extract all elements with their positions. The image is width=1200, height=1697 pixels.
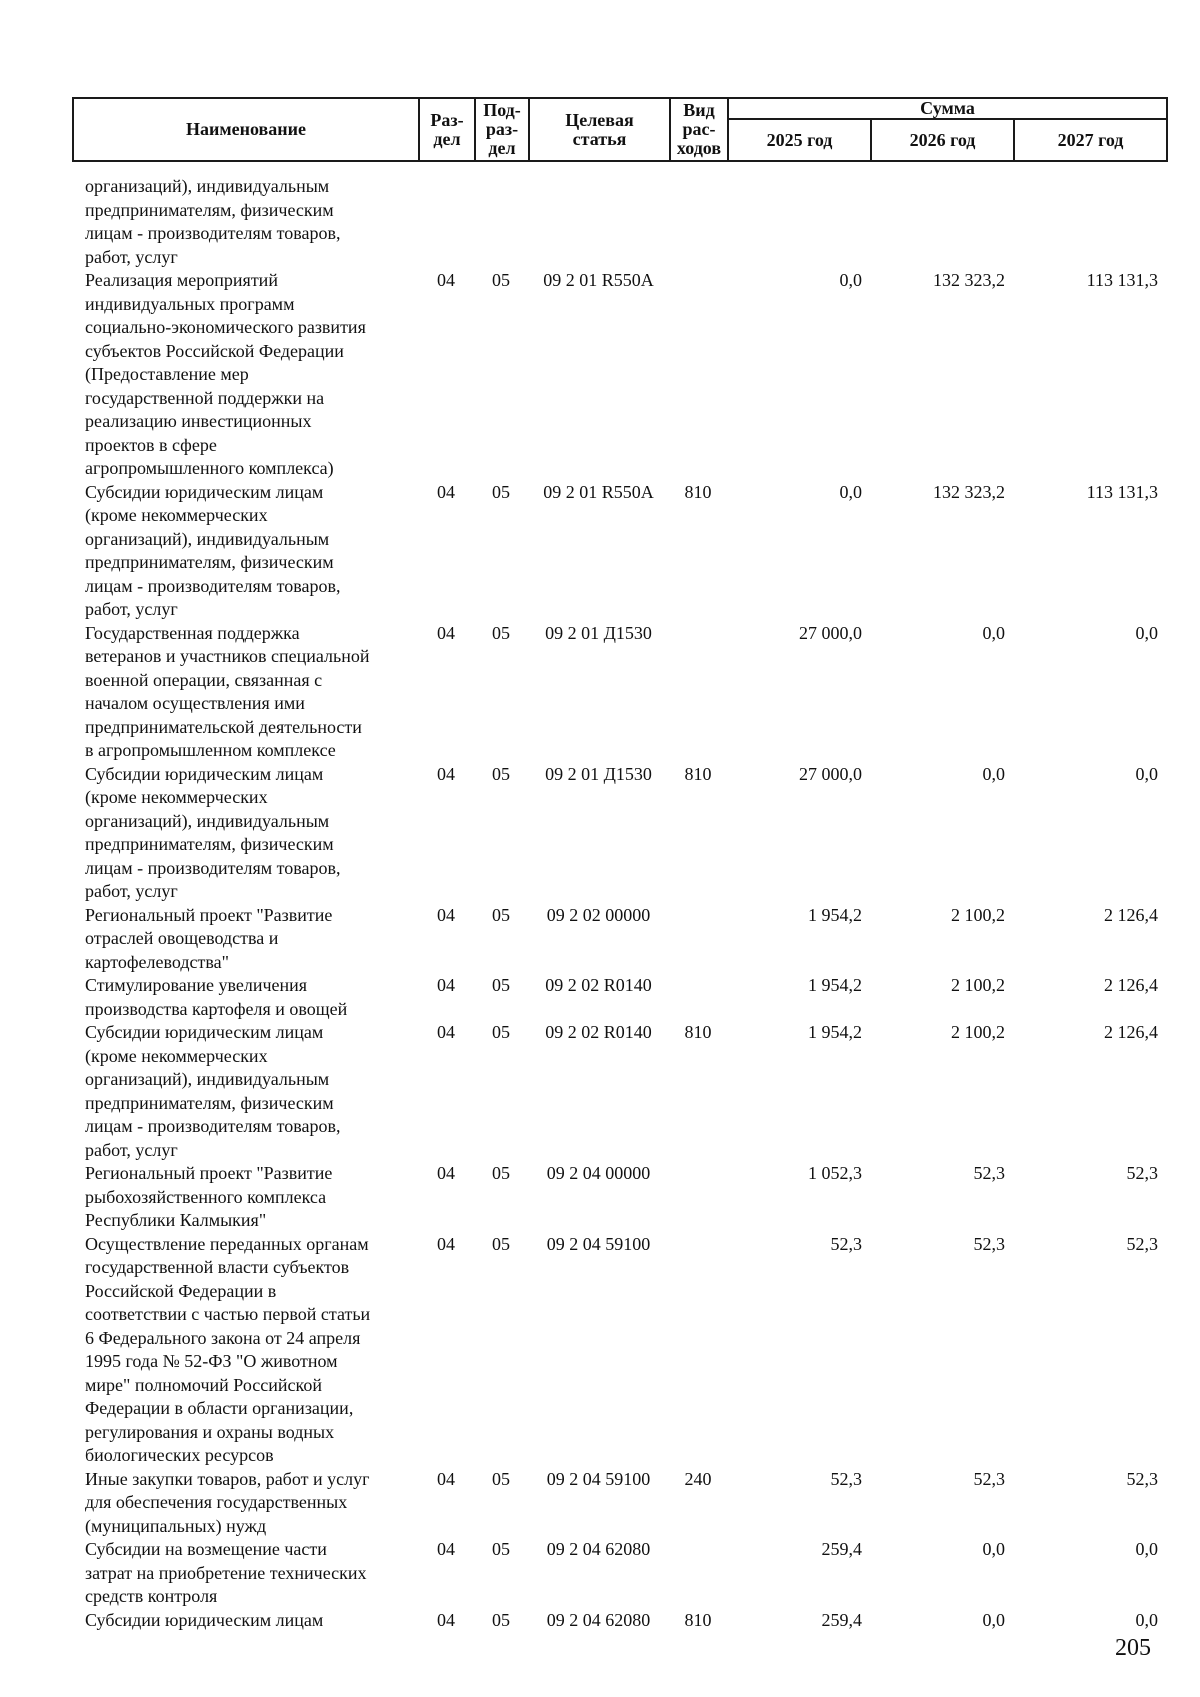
row-name-line: (муниципальных) нужд xyxy=(85,1515,267,1536)
row-target: 09 2 01 Д1530 xyxy=(545,622,652,643)
row-sum-2027: 2 126,4 xyxy=(1104,1022,1158,1042)
row-name-line: Субсидии на возмещение части xyxy=(85,1539,327,1559)
row-name-line: в агропромышленном комплексе xyxy=(85,740,336,760)
row-target: 09 2 04 62080 xyxy=(546,1609,651,1630)
row-name-line: работ, услуг xyxy=(85,246,178,267)
row-sum-2027: 52,3 xyxy=(1126,1233,1158,1254)
row-section: 04 xyxy=(437,763,455,784)
header-section: Раз- дел xyxy=(419,98,475,161)
row-target: 09 2 04 59100 xyxy=(546,1468,651,1489)
header-sum: Сумма xyxy=(728,98,1167,119)
row-sum-2025 xyxy=(727,175,870,269)
row-name-line: для обеспечения государственных xyxy=(85,1492,348,1512)
row-name-line: предпринимателям, физическим xyxy=(85,834,334,854)
row-sum-2026: 2 100,2 xyxy=(951,904,1005,925)
row-subsection: 05 xyxy=(492,1468,510,1489)
header-target: Целевая статья xyxy=(529,98,670,161)
row-sum-2026: 2 100,2 xyxy=(951,975,1005,995)
row-sum-2027: 0,0 xyxy=(1135,763,1158,784)
row-target: 09 2 04 62080 xyxy=(546,1539,651,1559)
row-subsection: 05 xyxy=(492,1233,510,1254)
table-row xyxy=(72,974,1166,1021)
row-expense xyxy=(669,1538,727,1609)
row-name-line: организаций), индивидуальным xyxy=(85,1069,330,1089)
table-row xyxy=(72,1162,1166,1233)
row-sum-2026: 0,0 xyxy=(982,1609,1005,1630)
row-name-line: мире" полномочий Российской xyxy=(85,1374,322,1395)
row-sum-2025: 27 000,0 xyxy=(799,763,862,784)
row-name-line: Стимулирование увеличения xyxy=(85,975,308,995)
row-subsection: 05 xyxy=(492,1022,510,1042)
row-name-line: картофелеводства" xyxy=(85,951,229,972)
row-name-line: государственной власти субъектов xyxy=(85,1257,350,1277)
row-sum-2025: 52,3 xyxy=(830,1233,862,1254)
row-name-line: лицам - производителям товаров, xyxy=(85,223,341,243)
row-name-line: Реализация мероприятий xyxy=(85,270,278,290)
row-name xyxy=(72,1609,418,1633)
row-name-line: государственной поддержки на xyxy=(85,387,325,408)
header-year-2027: 2027 год xyxy=(1014,119,1167,161)
row-name xyxy=(72,974,418,1021)
row-sum-2026 xyxy=(870,175,1013,269)
row-sum-2026: 2 100,2 xyxy=(951,1022,1005,1042)
row-sum-2027: 0,0 xyxy=(1135,1539,1158,1559)
table-row xyxy=(72,269,1166,481)
row-sum-2027: 2 126,4 xyxy=(1104,904,1158,925)
row-name-line: лицам - производителям товаров, xyxy=(85,1116,341,1136)
row-name-line: предпринимателям, физическим xyxy=(85,1092,334,1113)
row-target: 09 2 01 R550A xyxy=(543,270,654,290)
row-sum-2026: 0,0 xyxy=(982,1539,1005,1559)
header-year-2025: 2025 год xyxy=(728,119,871,161)
row-target: 09 2 01 Д1530 xyxy=(545,763,652,784)
row-name-line: организаций), индивидуальным xyxy=(85,810,330,831)
table-row xyxy=(72,1468,1166,1539)
table-row xyxy=(72,1021,1166,1162)
table-row xyxy=(72,1609,1166,1633)
row-subsection: 05 xyxy=(492,270,510,290)
row-name-line: предпринимательской деятельности xyxy=(85,716,362,737)
row-name-line: военной операции, связанная с xyxy=(85,669,323,690)
row-name-line: Российской Федерации в xyxy=(85,1280,277,1301)
header-expense: Вид рас- ходов xyxy=(670,98,728,161)
row-name-line: Субсидии юридическим лицам xyxy=(85,481,324,502)
row-name-line: Субсидии юридическим лицам xyxy=(85,1022,324,1042)
row-section: 04 xyxy=(437,1468,455,1489)
row-expense xyxy=(669,904,727,975)
page-number: 205 xyxy=(1115,1635,1151,1661)
row-sum-2027: 0,0 xyxy=(1135,622,1158,643)
row-sum-2025: 1 954,2 xyxy=(808,1022,862,1042)
row-expense xyxy=(669,1233,727,1468)
row-subsection xyxy=(474,175,528,269)
row-expense: 810 xyxy=(684,481,712,502)
row-name-line: (кроме некоммерческих xyxy=(85,505,268,525)
row-name-line: затрат на приобретение технических xyxy=(85,1562,367,1583)
header-year-2026: 2026 год xyxy=(871,119,1014,161)
row-name-line: 6 Федерального закона от 24 апреля xyxy=(85,1327,361,1348)
header-name: Наименование xyxy=(73,98,419,161)
row-sum-2025: 1 052,3 xyxy=(808,1163,862,1183)
row-name xyxy=(72,1021,418,1162)
row-subsection: 05 xyxy=(492,481,510,502)
row-name-line: Федерации в области организации, xyxy=(85,1398,354,1418)
row-section: 04 xyxy=(437,1233,455,1254)
row-name xyxy=(72,1468,418,1539)
row-sum-2027 xyxy=(1013,175,1166,269)
row-expense: 810 xyxy=(684,1609,712,1630)
row-expense: 810 xyxy=(684,1022,712,1042)
row-sum-2026: 52,3 xyxy=(973,1233,1005,1254)
row-name-line: проектов в сфере xyxy=(85,434,217,455)
row-name-line: работ, услуг xyxy=(85,881,178,901)
row-section xyxy=(418,175,474,269)
row-name-line: Республики Калмыкия" xyxy=(85,1210,267,1230)
row-expense xyxy=(669,622,727,763)
row-expense: 810 xyxy=(684,763,712,784)
row-name xyxy=(72,175,418,269)
row-name xyxy=(72,763,418,904)
row-target: 09 2 02 00000 xyxy=(546,904,651,925)
row-name xyxy=(72,1538,418,1609)
table-row xyxy=(72,763,1166,904)
table-row xyxy=(72,1538,1166,1609)
table-row xyxy=(72,175,1166,269)
row-sum-2025: 27 000,0 xyxy=(799,622,862,643)
row-name-line: 1995 года № 52-ФЗ "О животном xyxy=(85,1351,338,1371)
row-name-line: индивидуальных программ xyxy=(85,293,295,314)
row-subsection: 05 xyxy=(492,1539,510,1559)
row-name-line: Осуществление переданных органам xyxy=(85,1233,369,1254)
row-name-line: биологических ресурсов xyxy=(85,1445,274,1465)
table-header xyxy=(72,97,1168,162)
row-expense: 240 xyxy=(684,1468,712,1489)
row-name-line: средств контроля xyxy=(85,1586,218,1606)
row-name-line: лицам - производителям товаров, xyxy=(85,575,341,596)
row-subsection: 05 xyxy=(492,975,510,995)
row-section: 04 xyxy=(437,975,455,995)
row-target: 09 2 01 R550A xyxy=(543,481,654,502)
row-subsection: 05 xyxy=(492,1609,510,1630)
row-name-line: субъектов Российской Федерации xyxy=(85,340,344,361)
row-name-line: Субсидии юридическим лицам xyxy=(85,1609,324,1630)
row-section: 04 xyxy=(437,622,455,643)
row-sum-2027: 2 126,4 xyxy=(1104,975,1158,995)
row-sum-2025: 52,3 xyxy=(830,1468,862,1489)
row-subsection: 05 xyxy=(492,1163,510,1183)
row-name-line: регулирования и охраны водных xyxy=(85,1421,335,1442)
row-name xyxy=(72,904,418,975)
row-name-line: рыбохозяйственного комплекса xyxy=(85,1186,327,1207)
row-name-line: работ, услуг xyxy=(85,1139,178,1160)
row-subsection: 05 xyxy=(492,622,510,643)
row-section: 04 xyxy=(437,1539,455,1559)
row-expense xyxy=(669,269,727,481)
row-section: 04 xyxy=(437,270,455,290)
row-sum-2026: 132 323,2 xyxy=(933,481,1005,502)
row-name xyxy=(72,1162,418,1233)
row-sum-2026: 52,3 xyxy=(973,1468,1005,1489)
row-target: 09 2 04 00000 xyxy=(546,1163,651,1183)
row-sum-2027: 52,3 xyxy=(1126,1468,1158,1489)
row-name-line: производства картофеля и овощей xyxy=(85,998,348,1019)
row-sum-2025: 0,0 xyxy=(839,270,862,290)
row-section: 04 xyxy=(437,1022,455,1042)
row-sum-2025: 0,0 xyxy=(839,481,862,502)
row-sum-2025: 259,4 xyxy=(821,1539,862,1559)
row-sum-2027: 113 131,3 xyxy=(1086,481,1158,502)
row-sum-2025: 259,4 xyxy=(821,1609,862,1630)
row-name-line: агропромышленного комплекса) xyxy=(85,458,334,478)
row-name-line: организаций), индивидуальным xyxy=(85,176,330,196)
row-name-line: (Предоставление мер xyxy=(85,364,249,384)
row-target: 09 2 02 R0140 xyxy=(545,975,652,995)
row-name xyxy=(72,622,418,763)
row-expense xyxy=(669,1162,727,1233)
row-sum-2026: 132 323,2 xyxy=(933,270,1005,290)
row-name-line: отраслей овощеводства и xyxy=(85,928,279,948)
row-sum-2026: 0,0 xyxy=(982,763,1005,784)
row-section: 04 xyxy=(437,1163,455,1183)
row-name-line: лицам - производителям товаров, xyxy=(85,857,341,878)
table-row xyxy=(72,622,1166,763)
row-name-line: предпринимателям, физическим xyxy=(85,199,334,220)
row-name-line: работ, услуг xyxy=(85,599,178,619)
row-sum-2026: 0,0 xyxy=(982,622,1005,643)
row-name-line: организаций), индивидуальным xyxy=(85,528,330,549)
row-sum-2025: 1 954,2 xyxy=(808,904,862,925)
row-name-line: соответствии с частью первой статьи xyxy=(85,1304,371,1324)
row-name-line: Субсидии юридическим лицам xyxy=(85,763,324,784)
row-expense xyxy=(669,974,727,1021)
row-name-line: социально-экономического развития xyxy=(85,317,366,337)
row-name xyxy=(72,269,418,481)
row-subsection: 05 xyxy=(492,763,510,784)
table-row xyxy=(72,904,1166,975)
row-expense xyxy=(669,175,727,269)
row-name-line: началом осуществления ими xyxy=(85,693,305,713)
row-subsection: 05 xyxy=(492,904,510,925)
row-target xyxy=(528,175,669,269)
table-row xyxy=(72,1233,1166,1468)
row-name-line: Региональный проект "Развитие xyxy=(85,1163,333,1183)
row-name-line: реализацию инвестиционных xyxy=(85,411,312,431)
row-sum-2026: 52,3 xyxy=(973,1163,1005,1183)
row-sum-2027: 0,0 xyxy=(1135,1609,1158,1630)
row-name xyxy=(72,481,418,622)
row-sum-2025: 1 954,2 xyxy=(808,975,862,995)
row-section: 04 xyxy=(437,904,455,925)
row-name-line: ветеранов и участников специальной xyxy=(85,646,370,666)
row-name xyxy=(72,1233,418,1468)
row-target: 09 2 02 R0140 xyxy=(545,1022,652,1042)
row-name-line: Государственная поддержка xyxy=(85,622,300,643)
row-section: 04 xyxy=(437,481,455,502)
header-subsection: Под- раз- дел xyxy=(475,98,529,161)
row-name-line: Иные закупки товаров, работ и услуг xyxy=(85,1468,370,1489)
row-name-line: предпринимателям, физическим xyxy=(85,552,334,572)
table-body xyxy=(72,175,1166,1632)
row-name-line: Региональный проект "Развитие xyxy=(85,904,333,925)
row-section: 04 xyxy=(437,1609,455,1630)
row-name-line: (кроме некоммерческих xyxy=(85,1045,268,1066)
row-target: 09 2 04 59100 xyxy=(546,1233,651,1254)
row-name-line: (кроме некоммерческих xyxy=(85,787,268,807)
table-row xyxy=(72,481,1166,622)
row-sum-2027: 52,3 xyxy=(1126,1163,1158,1183)
row-sum-2027: 113 131,3 xyxy=(1086,270,1158,290)
